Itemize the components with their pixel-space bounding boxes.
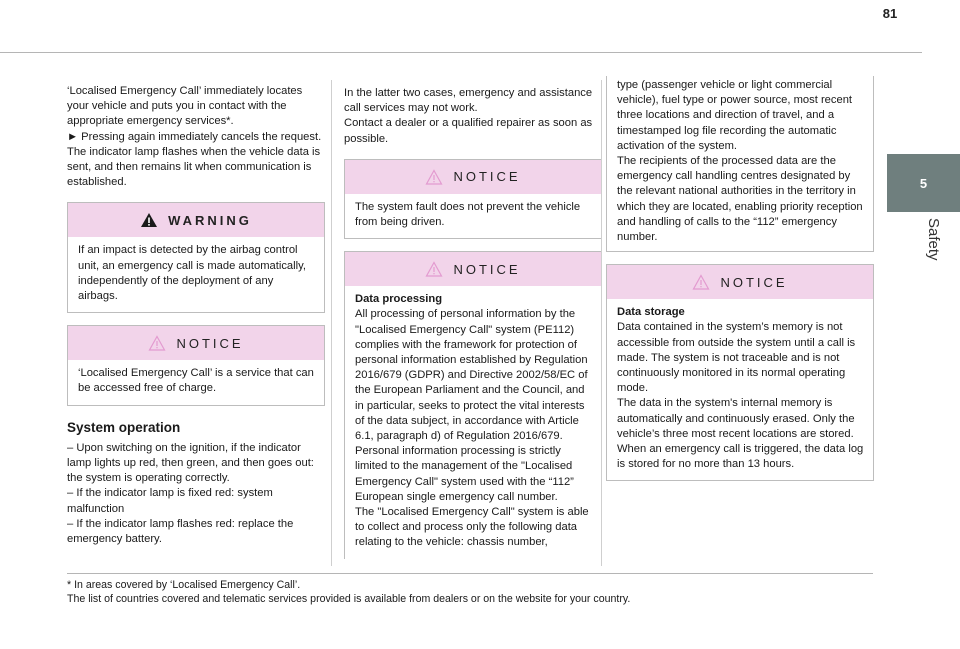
top-divider [0, 52, 922, 53]
notice-subtitle: Data storage [617, 306, 685, 319]
footnote-line-2: The list of countries covered and telematic services provided is available from dealers or on the website for your country. [67, 593, 631, 605]
notice-header [607, 265, 873, 299]
warning-header [68, 203, 324, 237]
column-2 [344, 86, 602, 569]
intro-text: ‘Localised Emergency Call’ immediately locates your vehicle and puts you in contact with the appropriate emergency services*. ► Pressing again immediately cancels the request. The indicator lamp flashes when the vehicle data is sent, and then remains lit when communication is established. [67, 85, 322, 189]
notice-box [606, 264, 874, 481]
continued-text: type (passenger vehicle or light commercial vehicle), fuel type or power source, most recent three locations and direction of travel, and a timestamped log file recording the automatic activation of the system. The recipients of the processed data are the emergency call handling centres designated by the relevant national authorities in the territory in which they are located, enabling priority reception and handling of calls to the “112” emergency number. [617, 79, 863, 244]
chapter-tab[interactable]: 5 [887, 154, 960, 212]
footnote-divider [67, 573, 873, 574]
notice-header [68, 326, 324, 360]
notice-header [345, 252, 601, 286]
notice-box [344, 251, 602, 558]
section-heading: System operation [67, 419, 181, 435]
notice-box [344, 159, 602, 239]
column-3 [616, 79, 874, 491]
notice-icon [692, 274, 710, 290]
notice-title: NOTICE [720, 274, 788, 290]
notice-icon [425, 261, 443, 277]
notice-text: Data contained in the system’s memory is not accessible from outside the system until a call is made. The system is not traceable and is not continuously monitored in its normal operating mode. The data in the system's internal memory is automatically and continuously erased. Only the vehicle’s three most recent locations are stored. When an emergency call is triggered, the data log is stored for no more than 13 hours. [617, 321, 864, 471]
intro-text: In the latter two cases, emergency and assistance call services may not work. Contact a dealer or a qualified repairer as soon as possible. [344, 87, 593, 145]
column-1 [67, 84, 325, 547]
notice-title: NOTICE [453, 169, 521, 185]
column-divider [331, 80, 332, 566]
warning-icon [140, 212, 158, 228]
column-divider [601, 80, 602, 566]
notice-subtitle: Data processing [355, 293, 443, 306]
warning-box [67, 202, 325, 313]
notice-header [345, 160, 601, 194]
notice-icon [148, 335, 166, 351]
page-number: 81 [882, 6, 898, 21]
notice-text: All processing of personal information by the "Localised Emergency Call" system (PE112) complies with the framework for protection of personal information established by Regulation 2016/679 (GDPR) and Directive 2002/58/EC of the European Parliament and the Council, and in particular, seeks to protect the vital interests of the data subject, in accordance with Article 6.1, paragraph d) of Regulation 2016/679. Personal information processing is strictly limited to the management of the "Localised Emergency Call" system used with the “112” European single emergency call number. The "Localised Emergency Call" system is able to collect and process only the following data relating to the vehicle: chassis number, [355, 308, 589, 549]
warning-text: If an impact is detected by the airbag control unit, an emergency call is made automatically, independently of the deployment of any airbags. [78, 244, 306, 303]
notice-box [67, 325, 325, 405]
section-text: – Upon switching on the ignition, if the indicator lamp lights up red, then green, and then goes out: the system is operating correctly. – If the indicator lamp is fixed red: system malfunction – If the indicator lamp flashes red: replace the emergency battery. [67, 441, 314, 546]
footnote [67, 578, 877, 606]
notice-text: ‘Localised Emergency Call’ is a service that can be accessed free of charge. [78, 367, 314, 395]
continued-box [606, 76, 874, 252]
notice-icon [425, 169, 443, 185]
notice-title: NOTICE [176, 335, 244, 351]
footnote-line-1: * In areas covered by ‘Localised Emergency Call’. [67, 579, 301, 591]
notice-text: The system fault does not prevent the vehicle from being driven. [355, 200, 581, 229]
notice-title: NOTICE [453, 261, 521, 277]
warning-title: WARNING [168, 212, 252, 228]
chapter-title: Safety [925, 218, 942, 261]
